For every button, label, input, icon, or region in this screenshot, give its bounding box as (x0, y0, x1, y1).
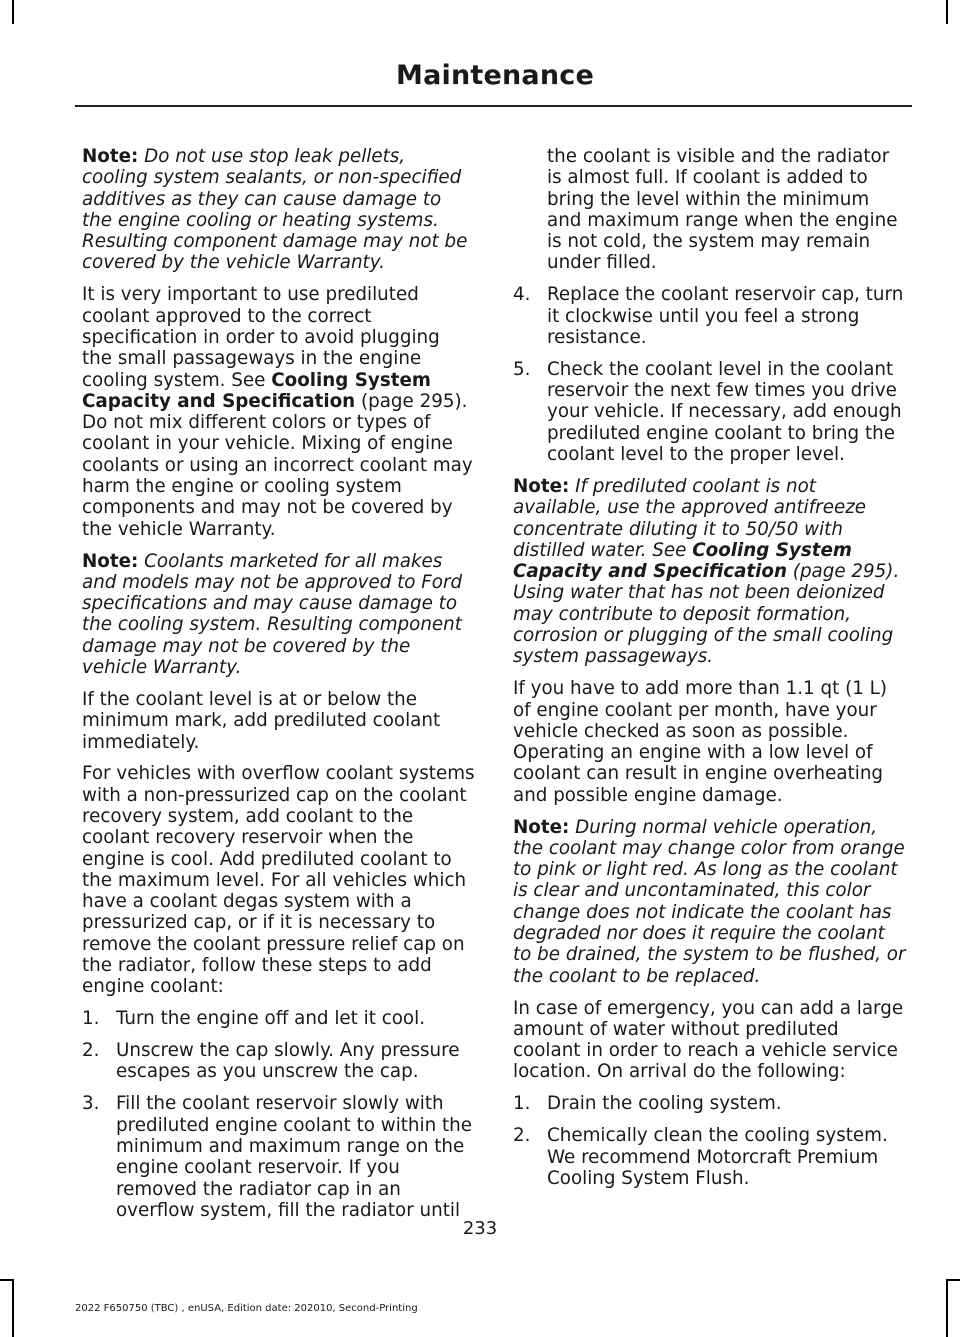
step-text: Chemically clean the cooling system. We recommend Motorcraft Premium Cooling System Flush. (547, 1125, 888, 1189)
left-column (82, 146, 475, 1232)
header-divider (75, 105, 912, 107)
step-text: Turn the engine off and let it cool. (116, 1008, 426, 1030)
step-number: 1. (82, 1008, 100, 1030)
list-item (82, 1093, 475, 1221)
step-text: Replace the coolant reservoir cap, turn it clockwise until you feel a strong resistance. (547, 284, 904, 348)
paragraph-text: It is very important to use prediluted coolant approved to the correct specification in order to avoid plugging the small passageways in the engine cooling system. See (82, 284, 440, 391)
footer-edition-info: 2022 F650750 (TBC) , enUSA, Edition date: 202010, Second-Printing (75, 1303, 418, 1314)
cross-reference-link[interactable]: Cooling System Capacity and Specification (513, 539, 852, 583)
step-text: Unscrew the cap slowly. Any pressure escapes as you unscrew the cap. (116, 1040, 460, 1083)
step-number: 4. (513, 284, 531, 306)
paragraph-text: (page 295). Do not mix different colors or types of coolant in your vehicle. Mixing of engine coolants or using an incorrect coolant may harm the engine or cooling system components and may not be covered by the vehicle Warranty. (82, 390, 473, 540)
crop-mark-bottom-right-horizontal (946, 1279, 960, 1281)
step-text: Fill the coolant reservoir slowly with prediluted engine coolant to within the minimum and maximum range on the engine coolant reservoir. If you removed the radiator cap in an overflow system, fill the radiator until (116, 1093, 473, 1221)
coolant-importance-paragraph (82, 284, 475, 540)
note-stop-leak (82, 146, 475, 274)
crop-mark-bottom-right-vertical (946, 1281, 948, 1337)
list-item (82, 1040, 475, 1083)
step-text: Drain the cooling system. (547, 1093, 782, 1115)
step-continuation (547, 146, 906, 274)
crop-mark-bottom-left-vertical (12, 1281, 14, 1337)
consumption-paragraph: If you have to add more than 1.1 qt (1 L) of engine coolant per month, have your vehicle checked as soon as possible. Operating an engine with a low level of coolant can result in engine overheating and possible engine damage. (513, 678, 887, 806)
step-number: 2. (513, 1125, 531, 1147)
cross-reference-link[interactable]: Cooling System Capacity and Specification (82, 369, 431, 412)
note-text: During normal vehicle operation, the coolant may change color from orange to pink or light red. As long as the coolant is clear and uncontaminated, this color change does not indicate the coolant has degraded nor does it require the coolant to be drained, the system to be flushed, or the coolant to be replaced. (513, 816, 906, 987)
note-text: If prediluted coolant is not available, use the approved antifreeze concentrate diluting it to 50/50 with distilled water. See (513, 475, 867, 561)
step-text: Check the coolant level in the coolant reservoir the next few times you drive your vehicle. If necessary, add enough prediluted engine coolant to bring the coolant level to the proper level. (547, 358, 902, 466)
note-label: Note: (82, 146, 139, 167)
page-title: Maintenance (396, 60, 594, 91)
note-coolants-marketed (82, 551, 475, 679)
note-text: Coolants marketed for all makes and models may not be approved to Ford specifications and may cause damage to the cooling system. Resulting component damage may not be covered by the vehicle Warranty. (82, 550, 463, 679)
note-text: (page 295). Using water that has not been deionized may contribute to deposit formation, corrosion or plugging of the small cooling system passageways. (513, 561, 900, 668)
minimum-level-paragraph: If the coolant level is at or below the minimum mark, add prediluted coolant immediately. (82, 688, 441, 753)
emergency-paragraph: In case of emergency, you can add a large amount of water without prediluted coolant in order to reach a vehicle service location. On arrival do the following: (513, 997, 904, 1083)
step-number: 5. (513, 358, 531, 380)
note-label: Note: (513, 816, 570, 838)
note-label: Note: (513, 475, 570, 497)
page-number: 233 (462, 1218, 498, 1239)
note-label: Note: (82, 550, 139, 572)
note-prediluted-unavailable (513, 476, 906, 668)
crop-mark-bottom-left-horizontal (0, 1279, 14, 1281)
right-column (513, 146, 906, 1200)
step-text: the coolant is visible and the radiator is almost full. If coolant is added to bring the level within the minimum and maximum range when the engine is not cold, the system may remain under filled. (547, 146, 898, 274)
step-number: 3. (82, 1093, 100, 1115)
list-item (513, 1125, 906, 1189)
list-item (513, 284, 906, 348)
list-item (513, 359, 906, 465)
step-number: 2. (82, 1040, 100, 1062)
step-number: 1. (513, 1093, 531, 1115)
crop-mark-top-left (12, 0, 14, 24)
list-item (513, 1093, 906, 1114)
crop-mark-top-right (946, 0, 948, 24)
list-item (82, 1008, 475, 1029)
note-text: Do not use stop leak pellets, cooling system sealants, or non-specified additives as they can cause damage to the engine cooling or heating systems. Resulting component damage may not be covered by the vehicle Warranty. (82, 146, 468, 274)
note-color-change (513, 817, 906, 987)
overflow-systems-paragraph: For vehicles with overflow coolant systems with a non-pressurized cap on the coolant recovery system, add coolant to the coolant recovery reservoir when the engine is cool. Add prediluted coolant to the maximum level. For all vehicles which have a coolant degas system with a pressurized cap, or if it is necessary to remove the coolant pressure relief cap on the radiator, follow these steps to add engine coolant: (82, 763, 475, 998)
